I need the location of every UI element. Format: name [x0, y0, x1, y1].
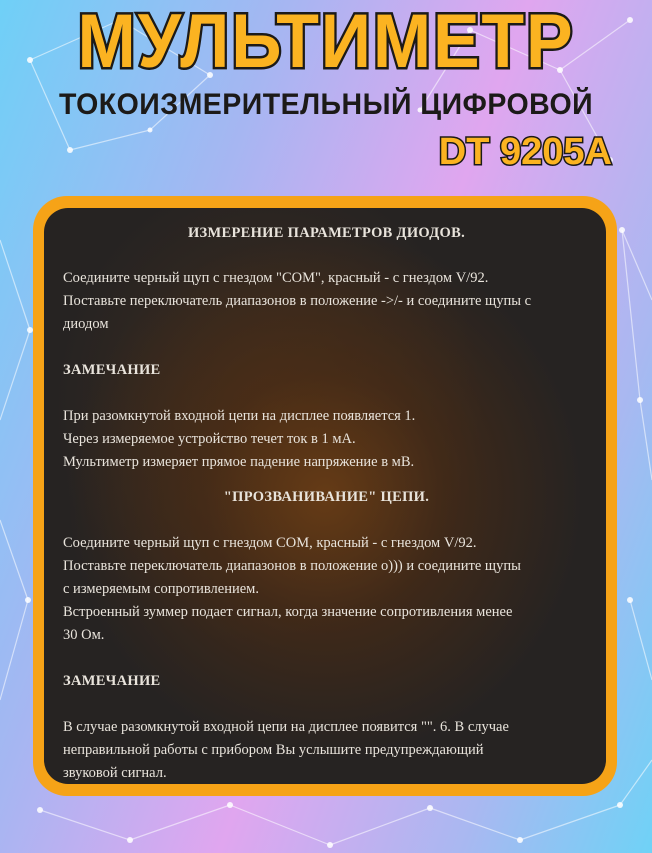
- text-line: звуковой сигнал.: [63, 765, 167, 781]
- text-line: диодом: [63, 316, 109, 332]
- note-heading: ЗАМЕЧАНИЕ: [63, 362, 161, 378]
- instruction-content: [63, 222, 590, 784]
- text-line: Поставьте переключатель диапазонов в положение ->/- и соедините щупы с: [63, 293, 532, 309]
- text-line: Через измеряемое устройство течет ток в 1 мА.: [63, 431, 356, 447]
- note-heading: ЗАМЕЧАНИЕ: [63, 673, 161, 689]
- text-line: 30 Ом.: [63, 627, 105, 643]
- text-line: неправильной работы с прибором Вы услышите предупреждающий: [63, 742, 484, 758]
- text-line: Мультиметр измеряет прямое падение напряжение в мВ.: [63, 454, 415, 470]
- text-line: В случае разомкнутой входной цепи на дисплее появится "". 6. В случае: [63, 719, 509, 735]
- text-line: Встроенный зуммер подает сигнал, когда значение сопротивления менее: [63, 604, 513, 620]
- section-heading: ИЗМЕРЕНИЕ ПАРАМЕТРОВ ДИОДОВ.: [187, 225, 466, 241]
- text-line: с измеряемым сопротивлением.: [63, 581, 259, 597]
- instruction-panel: [44, 208, 606, 784]
- page-title: МУЛЬТИМЕТР: [77, 0, 575, 84]
- section-heading: "ПРОЗВАНИВАНИЕ" ЦЕПИ.: [223, 489, 430, 505]
- instruction-card: [33, 196, 617, 796]
- text-line: Поставьте переключатель диапазонов в положение о))) и соедините щупы: [63, 558, 521, 574]
- text-line: Соедините черный щуп с гнездом "СОМ", красный - с гнездом V/92.: [63, 270, 489, 286]
- model-label: DT 9205A: [438, 131, 612, 173]
- text-line: Соедините черный щуп с гнездом СОМ, красный - с гнездом V/92.: [63, 535, 477, 551]
- page-subtitle: ТОКОИЗМЕРИТЕЛЬНЫЙ ЦИФРОВОЙ: [58, 88, 594, 121]
- text-line: При разомкнутой входной цепи на дисплее появляется 1.: [63, 408, 416, 424]
